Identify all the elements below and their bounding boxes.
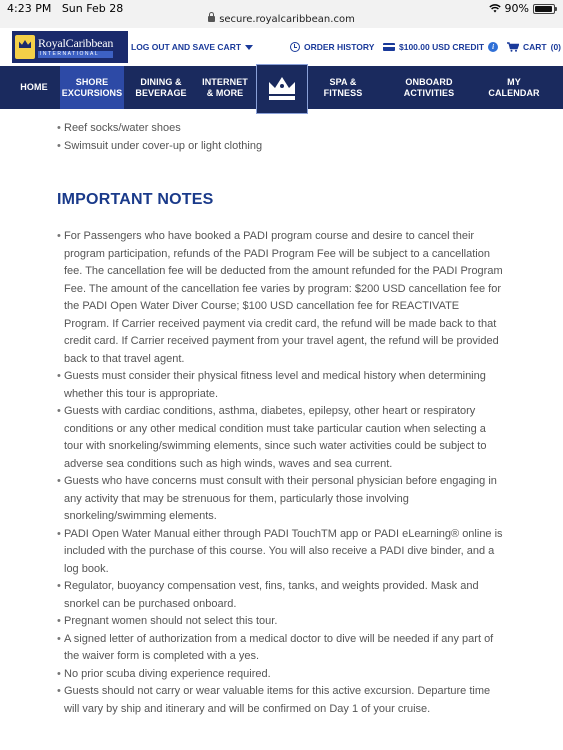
nav-my-calendar[interactable] — [483, 66, 545, 109]
url-text: secure.royalcaribbean.com — [219, 14, 355, 25]
battery-icon — [533, 4, 555, 14]
nav-home[interactable] — [12, 66, 56, 109]
nav-calendar-label: MY CALENDAR — [488, 76, 540, 98]
order-history-label: ORDER HISTORY — [304, 42, 375, 52]
cart-label: CART — [523, 42, 547, 52]
logout-save-cart-link[interactable] — [131, 42, 253, 52]
nav-onboard-activities[interactable] — [394, 66, 464, 109]
note-item: • PADI Open Water Manual either through PADI TouchTM app or PADI eLearning® online is included with the purchase of this course. You will also receive a PADI dive binder, and a log book. — [57, 526, 507, 579]
crown-icon — [15, 35, 35, 59]
nav-onboard-label: ONBOARD ACTIVITIES — [403, 76, 455, 98]
time: 4:23 PM — [7, 2, 52, 15]
history-icon — [290, 42, 300, 52]
note-item: • Guests should not carry or wear valuable items for this active excursion. Departure time will vary by ship and itinerary and will be confirmed on Day 1 of your cruise. — [57, 683, 507, 718]
chevron-down-icon — [245, 45, 253, 50]
logo-name: RoyalCaribbean — [38, 35, 114, 50]
order-history-link[interactable] — [290, 42, 374, 52]
note-item: • Regulator, buoyancy compensation vest, fins, tanks, and weights provided. Mask and snorkel can be purchased onboard. — [57, 578, 507, 613]
important-notes-list — [57, 228, 507, 718]
wifi-icon — [489, 4, 501, 13]
note-item: • For Passengers who have booked a PADI program course and desire to cancel their program participation, refunds of the PADI Program Fee will be subject to a cancellation fee. The cancellation fee will be deducted from the amount refunded for the PADI Program Fee. The amount of the cancellation fee varies by program: $200 USD cancellation fee for the PADI Open Water Diver Course; $100 USD cancellation fee for REACTIVATE Program. If Carrier received payment via credit card, the refund will be made back to that credit card. If Carrier received payment from your travel agent, the refund will be provided back to that travel agent. — [57, 228, 507, 368]
note-item: • Guests with cardiac conditions, asthma, diabetes, epilepsy, other heart or respiratory conditions or any other medical condition must take particular caution when selecting a tour with snorkeling/swimming elements, since such water activities could be subject to adverse sea conditions such as high winds, waves and sea current. — [57, 403, 507, 473]
lock-icon — [208, 16, 215, 22]
nav-crown-home[interactable] — [256, 64, 308, 114]
onboard-credit-link[interactable] — [383, 42, 498, 52]
cart-icon — [507, 42, 519, 52]
nav-dining-label: DINING & BEVERAGE — [135, 76, 187, 98]
nav-internet-label: INTERNET & MORE — [202, 76, 248, 98]
note-item: • No prior scuba diving experience required. — [57, 666, 507, 684]
nav-spa-fitness[interactable] — [313, 66, 373, 109]
nav-shore-excursions[interactable] — [60, 66, 124, 109]
status-bar — [0, 0, 563, 28]
address-bar[interactable] — [0, 14, 563, 25]
note-item: • Guests must consider their physical fitness level and medical history when determining whether this tour is appropriate. — [57, 368, 507, 403]
important-notes-heading: IMPORTANT NOTES — [57, 191, 214, 208]
packing-list — [57, 120, 507, 155]
note-item: • Pregnant women should not select this tour. — [57, 613, 507, 631]
cart-count: (0) — [550, 42, 561, 52]
nav-internet-more[interactable] — [196, 66, 254, 109]
note-item: • Guests who have concerns must consult with their personal physician before engaging in any activity that may be strenuous for them, particularly those involving snorkeling/swimming elements. — [57, 473, 507, 526]
logo-subtitle: INTERNATIONAL — [38, 51, 113, 58]
nav-home-label: HOME — [20, 82, 48, 92]
logout-label: LOG OUT AND SAVE CART — [131, 42, 242, 52]
note-item: • A signed letter of authorization from a medical doctor to dive will be needed if any part of the waiver form is completed with a yes. — [57, 631, 507, 666]
battery-percent: 90% — [504, 2, 529, 15]
cart-link[interactable] — [507, 42, 561, 52]
list-item: • Reef socks/water shoes — [57, 120, 507, 138]
nav-dining-beverage[interactable] — [131, 66, 191, 109]
status-indicators — [489, 2, 555, 15]
royal-caribbean-logo[interactable] — [12, 31, 128, 63]
credit-card-icon — [383, 43, 395, 51]
nav-spa-label: SPA & FITNESS — [323, 76, 363, 98]
crown-anchor-icon — [265, 74, 299, 104]
nav-shore-excursions-label: SHORE EXCURSIONS — [61, 76, 123, 98]
info-icon[interactable]: i — [488, 42, 498, 52]
utility-header — [0, 28, 563, 66]
list-item: • Swimsuit under cover-up or light clothing — [57, 138, 507, 156]
credit-label: $100.00 USD CREDIT — [399, 42, 485, 52]
date: Sun Feb 28 — [61, 2, 124, 15]
